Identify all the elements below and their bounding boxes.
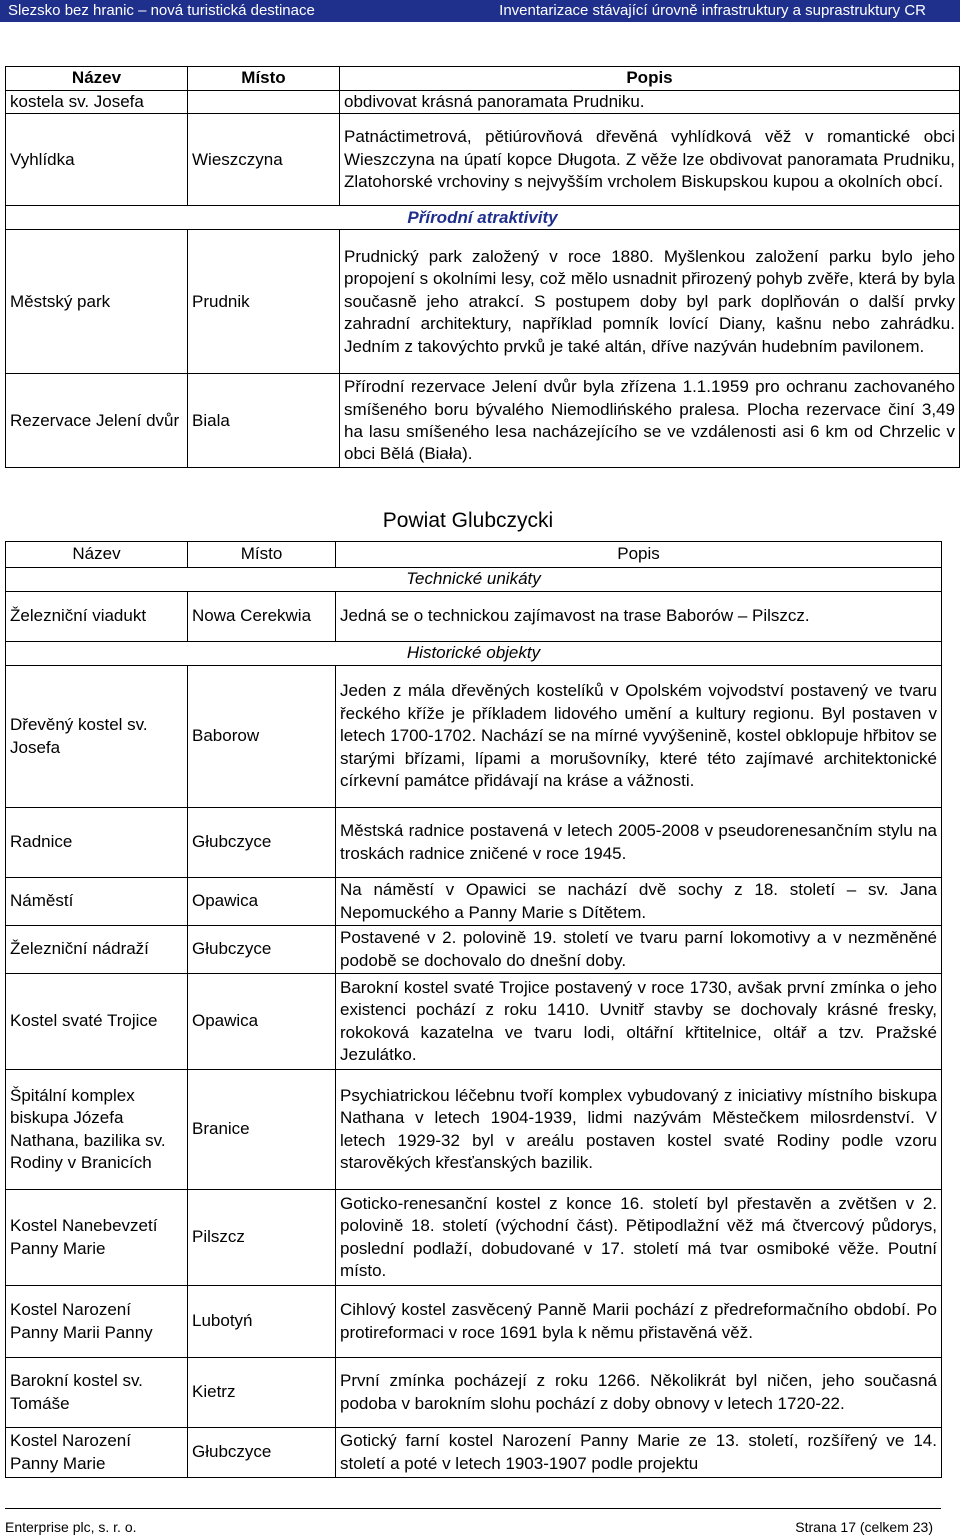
table-row	[6, 1070, 942, 1190]
page-header-bar	[0, 0, 960, 22]
col-header-misto: Místo	[188, 542, 336, 568]
cell-misto: Lubotyń	[188, 1286, 336, 1358]
col-header-popis: Popis	[336, 542, 942, 568]
table-row	[6, 230, 960, 374]
cell-popis: Prudnický park založený v roce 1880. Myšlenkou založení parku bylo jeho propojení s okolními lesy, což mělo usnadnit přirozený pohyb zvěře, která by byla současně jeho atrakcí. S postupem doby byl park doplňován o další prvky zahradní architektury, například pomník lovící Diany, kašnu nebo zahrádku. Jedním z takovýchto prvků je také altán, dříve nazýván hudebním pavilonem.	[340, 230, 960, 374]
cell-nazev: Železniční viadukt	[6, 592, 188, 642]
table-row	[6, 1428, 942, 1478]
cell-popis: Jedná se o technickou zajímavost na trase Baborów – Pilszcz.	[336, 592, 942, 642]
attractions-table-2	[5, 541, 942, 1478]
cell-nazev: Rezervace Jelení dvůr	[6, 374, 188, 468]
cell-nazev: Kostel Nanebevzetí Panny Marie	[6, 1190, 188, 1286]
cell-misto: Biala	[188, 374, 340, 468]
cell-nazev: Špitální komplex biskupa Józefa Nathana, bazilika sv. Rodiny v Branicích	[6, 1070, 188, 1190]
cell-misto: Głubczyce	[188, 926, 336, 974]
cell-popis: Psychiatrickou léčebnu tvoří komplex vybudovaný z iniciativy místního biskupa Nathana v letech 1904-1939, lidmi nazývám Městečkem milosrdenství. V letech 1929-32 byl v areálu postaven kostel svaté Rodiny podle vzoru starověkých křesťanských bazilik.	[336, 1070, 942, 1190]
cell-popis: Jeden z mála dřevěných kostelíků v Opolském vojvodství postavený ve tvaru řeckého kříže je příkladem lidového umění a kultury regionu. Byl postaven v letech 1700-1702. Nachází se na mírné vyvýšenině, kostel obklopuje hřbitov se starými břízami, lípami a morušovníky, které této zajímavé architektonické církevní památce přidávají na kráse a vážnosti.	[336, 666, 942, 808]
cell-misto: Branice	[188, 1070, 336, 1190]
cell-misto: Prudnik	[188, 230, 340, 374]
cell-nazev: Kostel Narození Panny Marie	[6, 1428, 188, 1478]
cell-popis: Gotický farní kostel Narození Panny Marie ze 13. století, rozšířený ve 14. století a poté v letech 1903-1907 podle projektu	[336, 1428, 942, 1478]
section-row	[6, 206, 960, 230]
section-heading: Technické unikáty	[6, 568, 942, 592]
table-row	[6, 374, 960, 468]
table-row	[6, 1358, 942, 1428]
cell-popis: První zmínka pocházejí z roku 1266. Několikrát byl ničen, jeho současná podoba v barokním slohu pochází z doby obnovy v letech 1720-22.	[336, 1358, 942, 1428]
table-row	[6, 878, 942, 926]
header-left-title: Slezsko bez hranic – nová turistická destinace	[8, 2, 315, 19]
cell-misto: Głubczyce	[188, 808, 336, 878]
section-title: Powiat Glubczycki	[382, 509, 554, 532]
table-row	[6, 91, 960, 114]
cell-misto	[188, 91, 340, 114]
table-header-row	[6, 67, 960, 91]
footer-company: Enterprise plc, s. r. o.	[5, 1519, 137, 1535]
cell-misto: Wieszczyna	[188, 114, 340, 206]
cell-nazev: Kostel Narození Panny Marii Panny	[6, 1286, 188, 1358]
cell-popis: obdivovat krásná panoramata Prudniku.	[340, 91, 960, 114]
table-row	[6, 1190, 942, 1286]
cell-nazev: Barokní kostel sv. Tomáše	[6, 1358, 188, 1428]
table-row	[6, 974, 942, 1070]
attractions-table-1	[5, 66, 960, 468]
col-header-nazev: Název	[6, 67, 188, 91]
cell-nazev: Dřevěný kostel sv. Josefa	[6, 666, 188, 808]
cell-misto: Baborow	[188, 666, 336, 808]
header-right-title: Inventarizace stávající úrovně infrastruktury a suprastruktury CR	[499, 2, 926, 19]
table-row	[6, 592, 942, 642]
cell-nazev: Vyhlídka	[6, 114, 188, 206]
cell-popis: Přírodní rezervace Jelení dvůr byla zřízena 1.1.1959 pro ochranu zachovaného smíšeného boru bývalého Niemodlińského pralesa. Plocha rezervace činí 3,49 ha lasu smíšeného lesa nacházejícího se ve vzdálenosti asi 6 km od Chrzelic v obci Bělá (Biała).	[340, 374, 960, 468]
cell-misto: Nowa Cerekwia	[188, 592, 336, 642]
cell-nazev: Kostel svaté Trojice	[6, 974, 188, 1070]
cell-popis: Postavené v 2. polovině 19. století ve tvaru parní lokomotivy a v nezměněné podobě se dochovalo do dnešní doby.	[336, 926, 942, 974]
cell-misto: Głubczyce	[188, 1428, 336, 1478]
table-row	[6, 114, 960, 206]
cell-misto: Pilszcz	[188, 1190, 336, 1286]
section-heading: Přírodní atraktivity	[6, 206, 960, 230]
cell-misto: Opawica	[188, 878, 336, 926]
footer-page-number: Strana 17 (celkem 23)	[795, 1519, 933, 1535]
col-header-nazev: Název	[6, 542, 188, 568]
cell-popis: Městská radnice postavená v letech 2005-2008 v pseudorenesančním stylu na troskách radnice zničené v roce 1945.	[336, 808, 942, 878]
cell-popis: Barokní kostel svaté Trojice postavený v roce 1730, avšak první zmínka o jeho existenci pochází z roku 1410. Uvnitř stavby se dochovaly krásné fresky, rokoková kazatelna ve tvaru lodi, oltářní křtitelnice, oltář a tzv. Pražské Jezulátko.	[336, 974, 942, 1070]
cell-nazev: kostela sv. Josefa	[6, 91, 188, 114]
section-row	[6, 568, 942, 592]
cell-popis: Na náměstí v Opawici se nachází dvě sochy z 18. století – sv. Jana Nepomuckého a Panny Marie s Dítětem.	[336, 878, 942, 926]
table-row	[6, 808, 942, 878]
cell-misto: Opawica	[188, 974, 336, 1070]
col-header-popis: Popis	[340, 67, 960, 91]
col-header-misto: Místo	[188, 67, 340, 91]
cell-popis: Goticko-renesanční kostel z konce 16. století byl přestavěn a zvětšen v 2. polovině 18. století (východní část). Pětipodlažní věž má čtvercový půdorys, poslední podlaží, dobudované v 17. století má tvar osmiboké věže. Poutní místo.	[336, 1190, 942, 1286]
table-header-row	[6, 542, 942, 568]
cell-nazev: Městský park	[6, 230, 188, 374]
cell-misto: Kietrz	[188, 1358, 336, 1428]
section-heading: Historické objekty	[6, 642, 942, 666]
table-row	[6, 666, 942, 808]
footer-divider	[5, 1508, 941, 1509]
section-row	[6, 642, 942, 666]
cell-nazev: Železniční nádraží	[6, 926, 188, 974]
table-row	[6, 926, 942, 974]
table-row	[6, 1286, 942, 1358]
cell-nazev: Náměstí	[6, 878, 188, 926]
cell-popis: Cihlový kostel zasvěcený Panně Marii pochází z předreformačního období. Po protireformaci v roce 1691 byla k němu přistavěná věž.	[336, 1286, 942, 1358]
cell-nazev: Radnice	[6, 808, 188, 878]
cell-popis: Patnáctimetrová, pětiúrovňová dřevěná vyhlídková věž v romantické obci Wieszczyna na úpatí kopce Długota. Z věže lze obdivovat panoramata Prudniku, Zlatohorské vrchoviny s nejvyšším vrcholem Biskupskou kupou a okolních obcí.	[340, 114, 960, 206]
